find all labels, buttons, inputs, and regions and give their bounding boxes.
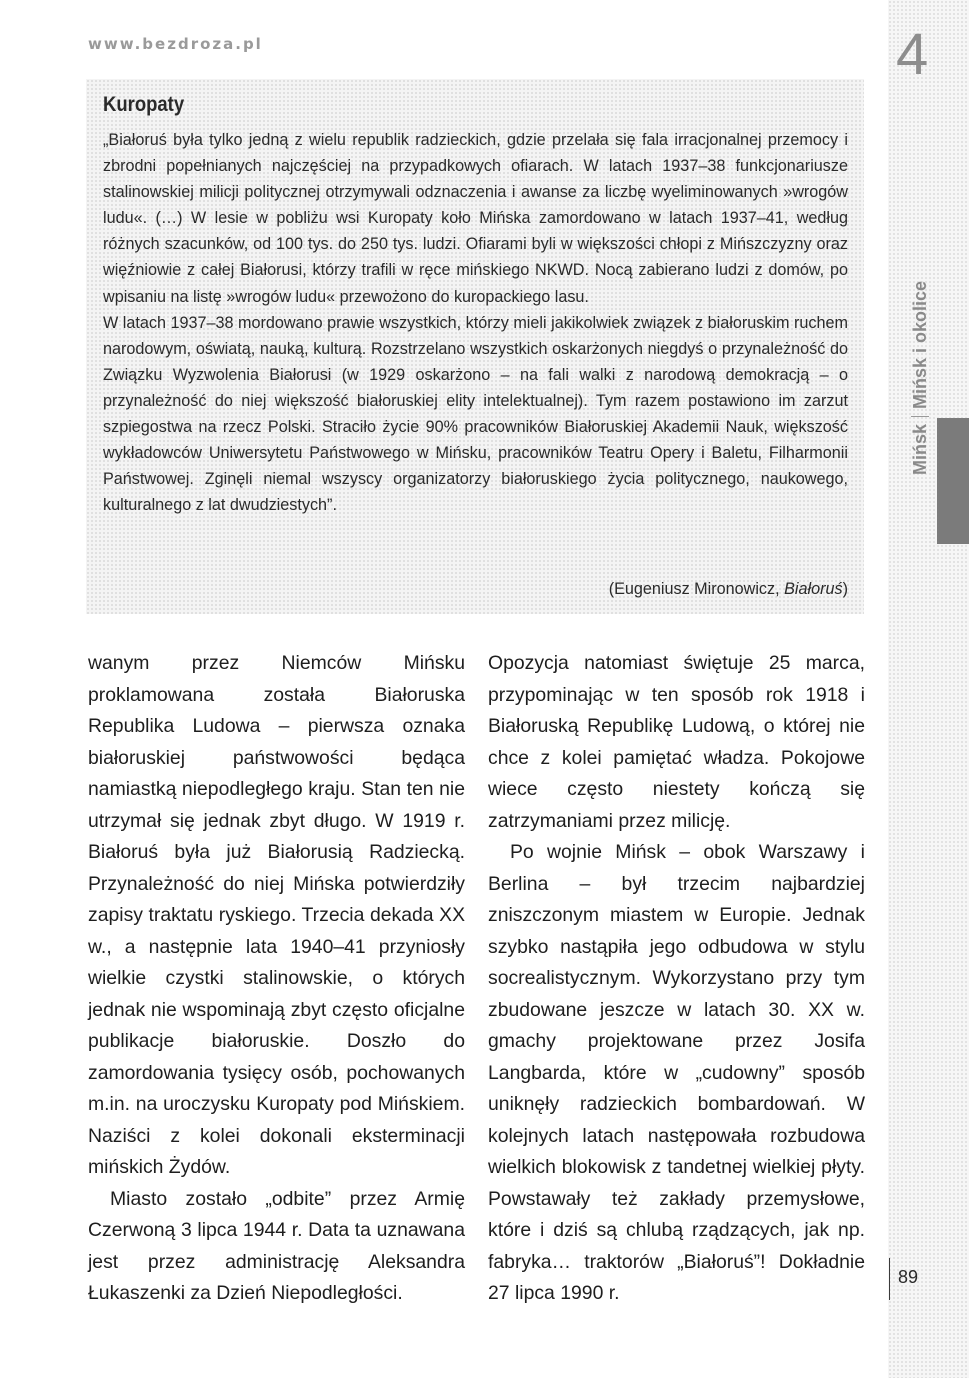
- source-close: ): [842, 580, 848, 598]
- site-url: www.bezdroza.pl: [88, 35, 263, 53]
- page-number: 89: [898, 1267, 919, 1287]
- side-label-separator: [911, 416, 929, 417]
- sidebar-box-paragraph: W latach 1937–38 mordowano prawie wszystkich, którzy mieli jakikolwiek związek z białoruskim ruchem narodowym, oświatą, nauką, kulturą. Rozstrzelano wszystkich oskarżonych niegdyś o przynależność do Związku Wyzwolenia Białorusi (w 1929 oskarżono – na fali walki z narodową demokracją – o przynależność do niej większość białoruskiej elity intelektualnej). Tym razem postawiono im zarzut szpiegostwa na rzecz Polski. Straciło życie 90% pracowników Białoruskiej Akademii Nauk, większość wykładowców Uniwersytetu Państwowego w Mińsku, pracowników Teatru Opery i Baletu, Filharmonii Państwowej. Zginęli niemal wszyscy organizatorzy białoruskiego życia politycznego, naukowego, kulturalnego z lat dwudziestych”.: [103, 313, 848, 515]
- source-author: (Eugeniusz Mironowicz,: [608, 580, 785, 598]
- page-number-rule: [889, 1258, 890, 1300]
- side-label-section: Mińsk i okolice: [910, 280, 930, 409]
- sidebar-box-title: Kuropaty: [103, 93, 185, 116]
- source-title: Białoruś: [784, 580, 843, 598]
- body-paragraph: wanym przez Niemców Mińsku proklamowana została Białoruska Republika Ludowa – pierwsza oznaka białoruskiej państwowości będąca namiastką niepodległego kraju. Stan ten nie utrzymał się jednak zbyt długo. W 1919 r. Białoruś była już Białorusią Radziecką. Przynależność do niej Mińska potwierdziły zapisy traktatu ryskiego. Trzecia dekada XX w., a następnie lata 1940–41 przyniosły wielkie czystki stalinowskie, o których jednak nie wspominają zbyt często oficjalne publikacje białoruskie. Doszło do zamordowania tysięcy osób, pochowanych m.in. na uroczysku Kuropaty pod Mińskiem. Naziści z kolei dokonali eksterminacji mińskich Żydów.: [88, 652, 465, 1178]
- running-section-label: [910, 281, 931, 475]
- body-column-left: [88, 648, 465, 1310]
- body-column-right: [488, 648, 865, 1310]
- sidebar-box-quote: [103, 127, 848, 518]
- side-label-city: Mińsk: [910, 423, 930, 475]
- body-paragraph: Opozycja natomiast świętuje 25 marca, przypominając w ten sposób rok 1918 i Białoruską Republikę Ludową, o której nie chce z kolei pamiętać władza. Pokojowe wiece często niestety kończą się zatrzymaniami przez milicję.: [488, 652, 865, 832]
- body-paragraph: Po wojnie Mińsk – obok Warszawy i Berlina – był trzecim najbardziej zniszczonym miastem w Europie. Jednak szybko nastąpiła jego odbudowa w stylu socrealistycznym. Wykorzystano przy tym zbudowane jeszcze w latach 30. XX w. gmachy projektowane przez Josifa Langbarda, które w „cudowny” sposób uniknęły radzieckich bombardowań. W kolejnych latach następowała rozbudowa wielkich blokowisk z tandetnej wielkiej płyty. Powstawały też zakłady przemysłowe, które i dziś są chlubą rządzących, jak np. fabryka… traktorów „Białoruś”! Dokładnie 27 lipca 1990 r.: [488, 841, 865, 1304]
- margin-strip: [888, 0, 969, 1378]
- chapter-tab-marker: [937, 418, 969, 544]
- sidebar-box-paragraph: „Białoruś była tylko jedną z wielu republik radzieckich, gdzie przelała się fala irracjonalnej przemocy i zbrodni popełnianych najczęściej na przypadkowych ofiarach. W latach 1937–38 funkcjonariusze stalinowskiej milicji politycznej otrzymywali odznaczenia i awanse za liczbę wyeliminowanych »wrogów ludu«. (…) W lesie w pobliżu wsi Kuropaty koło Mińska zamordowano w latach 1937–41, według różnych szacunków, od 100 tys. do 250 tys. ludzi. Ofiarami byli w większości chłopi z Mińszczyzny oraz więźniowie z całej Białorusi, którzy trafili w ręce mińskiego NKWD. Nocą zabierano ludzi z domów, po wpisaniu na listę »wrogów ludu« przewożono do kuropackiego lasu.: [103, 131, 848, 306]
- body-paragraph: Miasto zostało „odbite” przez Armię Czerwoną 3 lipca 1944 r. Data ta uznawana jest przez administrację Aleksandra Łukaszenki za Dzień Niepodległości.: [88, 1187, 465, 1304]
- sidebar-box-source: [500, 580, 848, 599]
- chapter-number: 4: [896, 22, 929, 87]
